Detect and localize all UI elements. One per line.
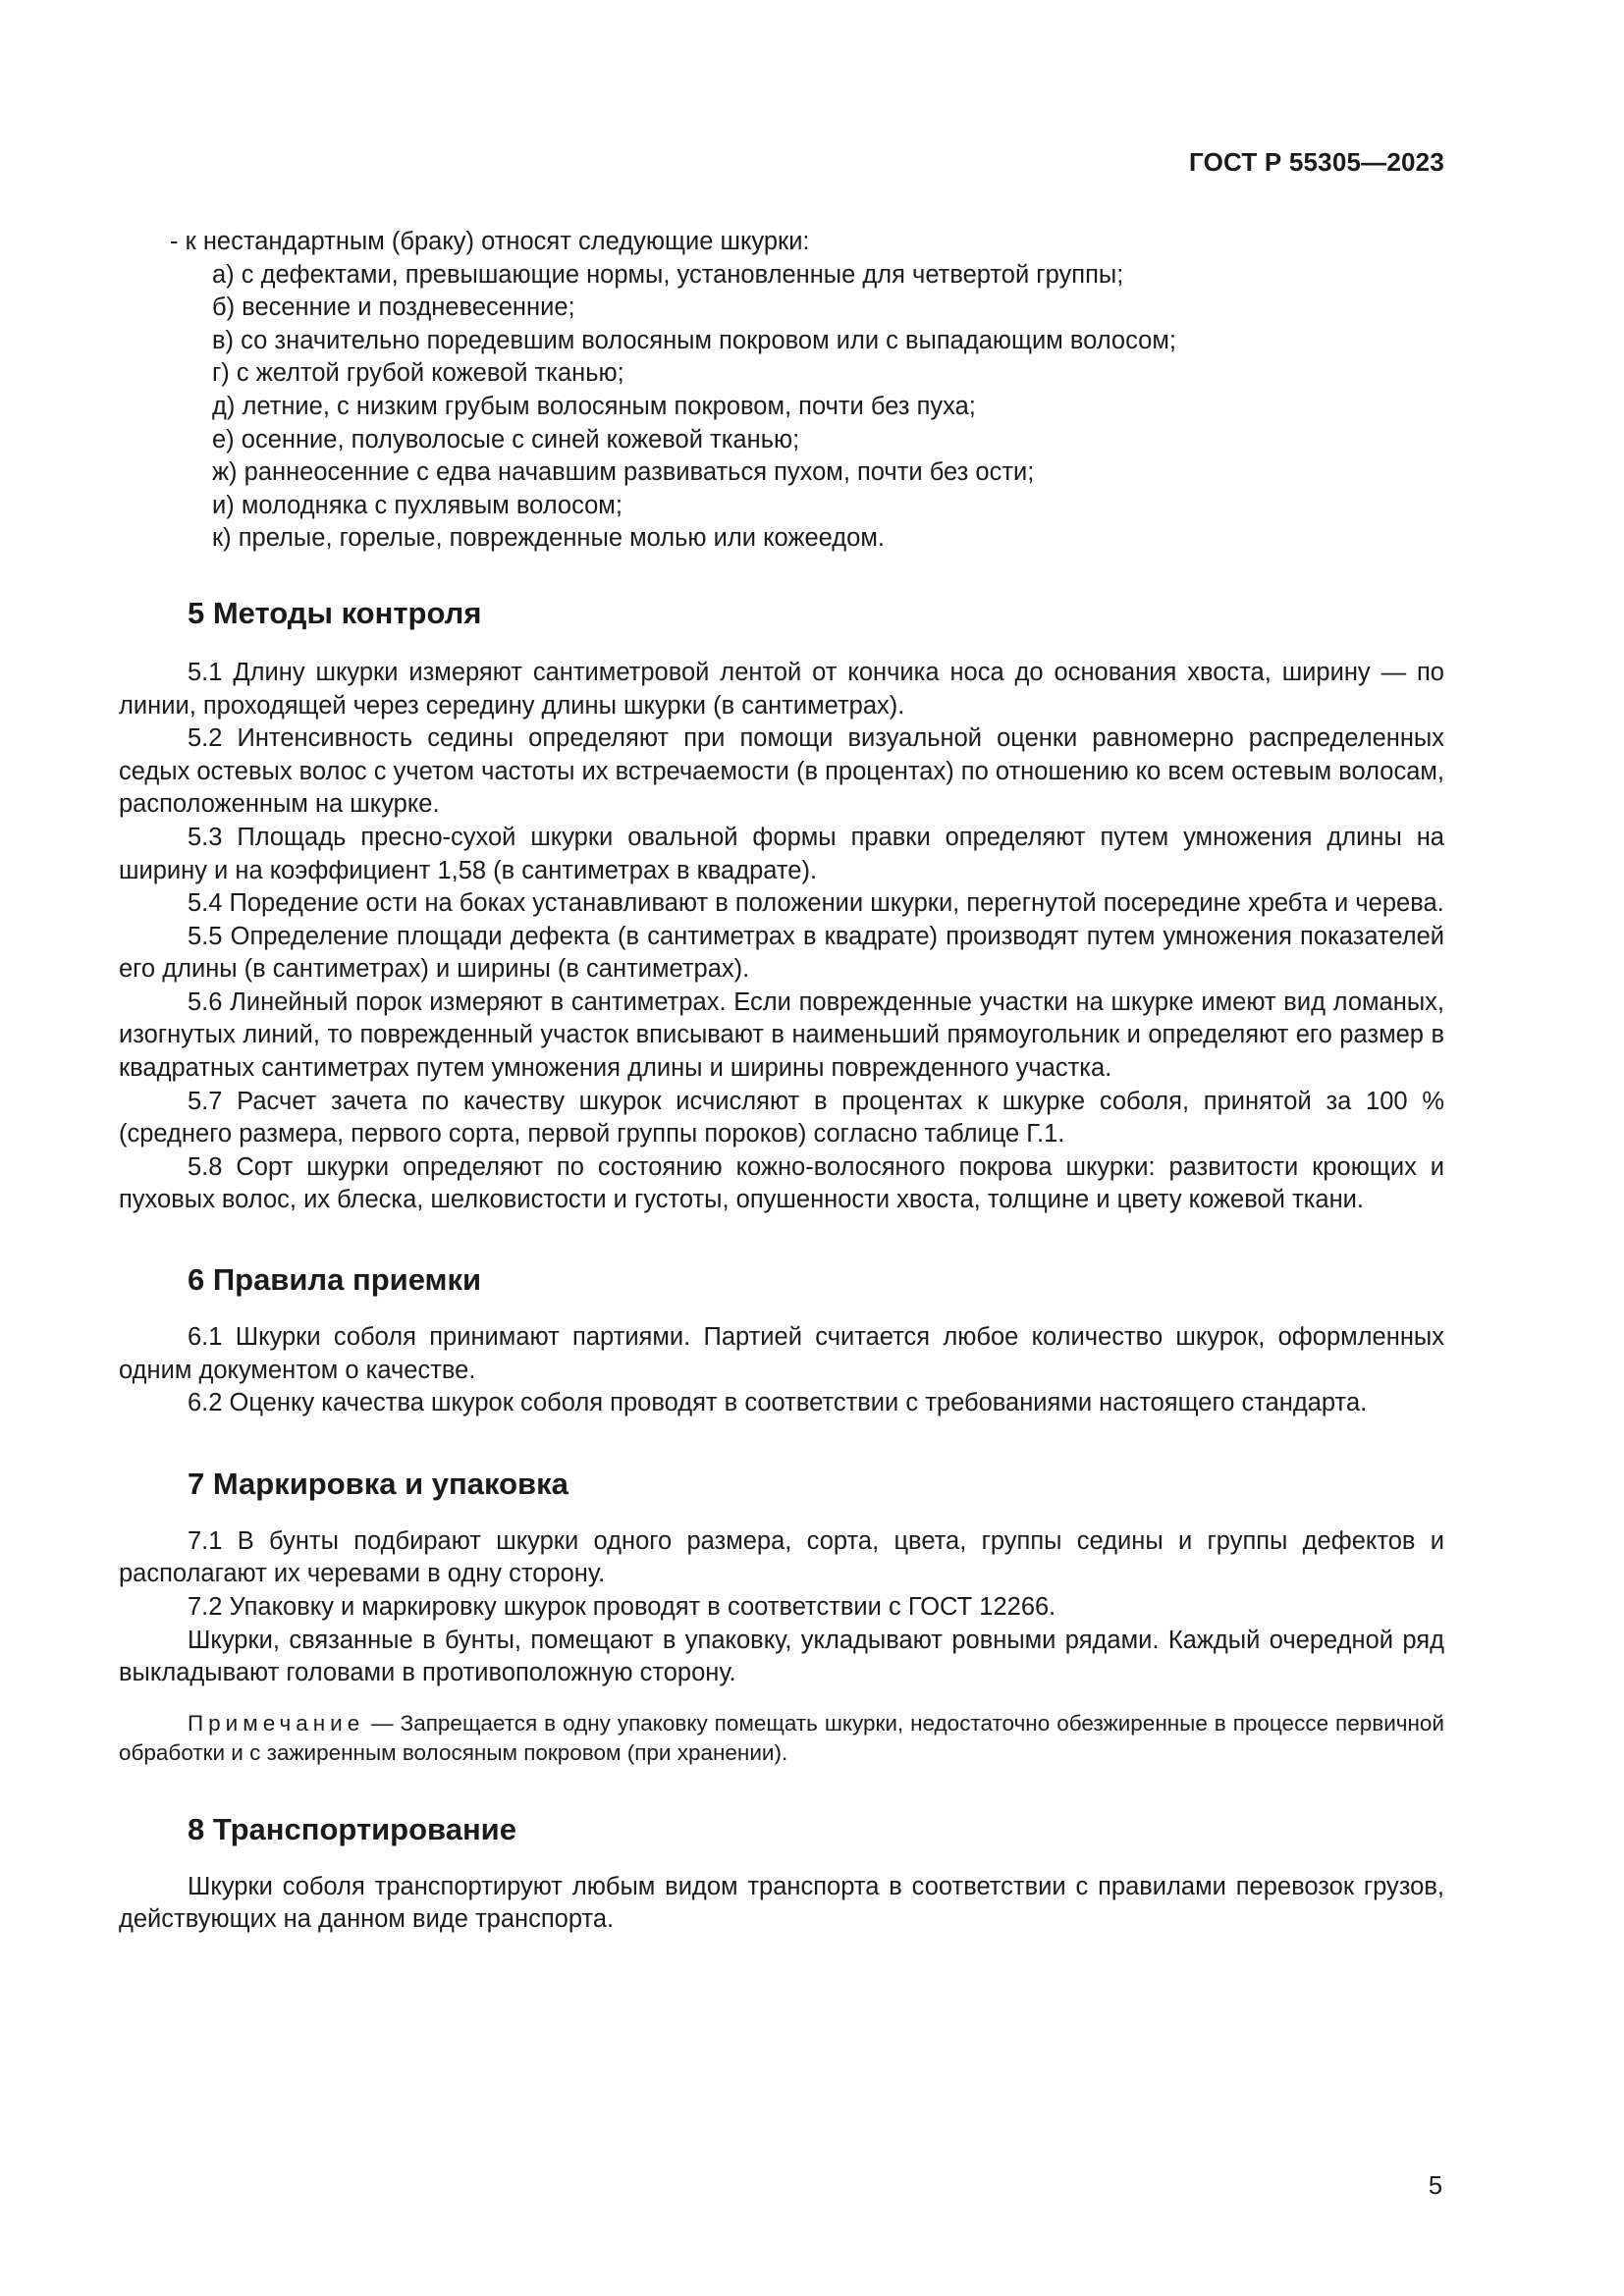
- paragraph: 5.3 Площадь пресно-сухой шкурки овальной формы правки определяют путем умножения длины на ширину и на коэффициент 1,58 (в сантиметрах в квадрате).: [119, 823, 1444, 884]
- section-title: 6 Правила приемки: [188, 1262, 482, 1298]
- paragraph: 7.2 Упаковку и маркировку шкурок проводят в соответствии с ГОСТ 12266.: [188, 1593, 1056, 1621]
- list-item: к) прелые, горелые, поврежденные молью или кожеедом.: [212, 524, 885, 553]
- paragraph: 5.1 Длину шкурки измеряют сантиметровой лентой от кончика носа до основания хвоста, ширину — по линии, проходящей через середину длины шкурки (в сантиметрах).: [119, 658, 1444, 720]
- paragraph: 7.1 В бунты подбирают шкурки одного размера, сорта, цвета, группы седины и группы дефектов и располагают их черевами в одну сторону.: [119, 1526, 1444, 1588]
- list-item: а) с дефектами, превышающие нормы, установленные для четвертой группы;: [212, 260, 1124, 289]
- list-item: ж) раннеосенние с едва начавшим развиваться пухом, почти без ости;: [212, 458, 1035, 487]
- list-item: д) летние, с низким грубым волосяным покровом, почти без пуха;: [212, 392, 976, 420]
- defects-list: [119, 226, 1444, 556]
- paragraph: 5.7 Расчет зачета по качеству шкурок исчисляют в процентах к шкурке соболя, принятой за 100 % (среднего размера, первого сорта, первой группы пороков) согласно таблице Г.1.: [119, 1087, 1444, 1148]
- note-label: Примечание: [188, 1710, 365, 1735]
- list-item: б) весенние и поздневесенние;: [212, 294, 575, 322]
- list-item: в) со значительно поредевшим волосяным покровом или с выпадающим волосом;: [212, 326, 1176, 354]
- paragraph: 5.5 Определение площади дефекта (в сантиметрах в квадрате) производят путем умножения показателей его длины (в сантиметрах) и ширины (в сантиметрах).: [119, 922, 1444, 984]
- note: [119, 1709, 1444, 1768]
- paragraph: 6.1 Шкурки соболя принимают партиями. Партией считается любое количество шкурок, оформленных одним документом о качестве.: [119, 1323, 1444, 1384]
- section-title: 5 Методы контроля: [188, 595, 482, 630]
- paragraph: 6.2 Оценку качества шкурок соболя проводят в соответствии с требованиями настоящего стандарта.: [188, 1389, 1368, 1417]
- paragraph: Шкурки, связанные в бунты, помещают в упаковку, укладывают ровными рядами. Каждый очередной ряд выкладывают головами в противоположную сторону.: [119, 1626, 1444, 1687]
- document-body: [119, 226, 1444, 1937]
- list-intro: - к нестандартным (браку) относят следующие шкурки:: [170, 228, 810, 255]
- list-item: и) молодняка с пухлявым волосом;: [212, 491, 623, 519]
- paragraph: 5.2 Интенсивность седины определяют при помощи визуальной оценки равномерно распределенных седых остевых волос с учетом частоты их встречаемости (в процентах) по отношению ко всем остевым волосам, расположенным на шкурке.: [119, 724, 1444, 819]
- page-number: 5: [1428, 2172, 1442, 2200]
- section-6-acceptance-rules: [119, 1260, 1444, 1420]
- document-header-id: ГОСТ Р 55305—2023: [1189, 147, 1444, 177]
- section-5-control-methods: [119, 594, 1444, 1217]
- paragraph: 5.4 Поредение ости на боках устанавливают в положении шкурки, перегнутой посередине хребта и черева.: [188, 889, 1444, 918]
- section-8-transportation: [119, 1810, 1444, 1937]
- paragraph: Шкурки соболя транспортируют любым видом транспорта в соответствии с правилами перевозок грузов, действующих на данном виде транспорта.: [119, 1872, 1444, 1934]
- paragraph: 5.8 Сорт шкурки определяют по состоянию кожно-волосяного покрова шкурки: развитости кроющих и пуховых волос, их блеска, шелковистости и густоты, опушенности хвоста, толщине и цвету кожевой ткани.: [119, 1152, 1444, 1214]
- list-item: е) осенние, полуволосые с синей кожевой тканью;: [212, 425, 800, 454]
- note-text: — Запрещается в одну упаковку помещать шкурки, недостаточно обезжиренные в процессе первичной обработки и с зажиренным волосяным покровом (при хранении).: [119, 1710, 1444, 1765]
- section-title: 7 Маркировка и упаковка: [188, 1466, 568, 1501]
- paragraph: 5.6 Линейный порок измеряют в сантиметрах. Если поврежденные участки на шкурке имеют вид ломаных, изогнутых линий, то поврежденный участок вписывают в наименьший прямоугольник и определяют его размер в квадратных сантиметрах путем умножения длины и ширины поврежденного участка.: [119, 988, 1444, 1083]
- list-item: г) с желтой грубой кожевой тканью;: [212, 359, 624, 388]
- section-7-marking-packaging: [119, 1465, 1444, 1768]
- section-title: 8 Транспортирование: [188, 1811, 516, 1846]
